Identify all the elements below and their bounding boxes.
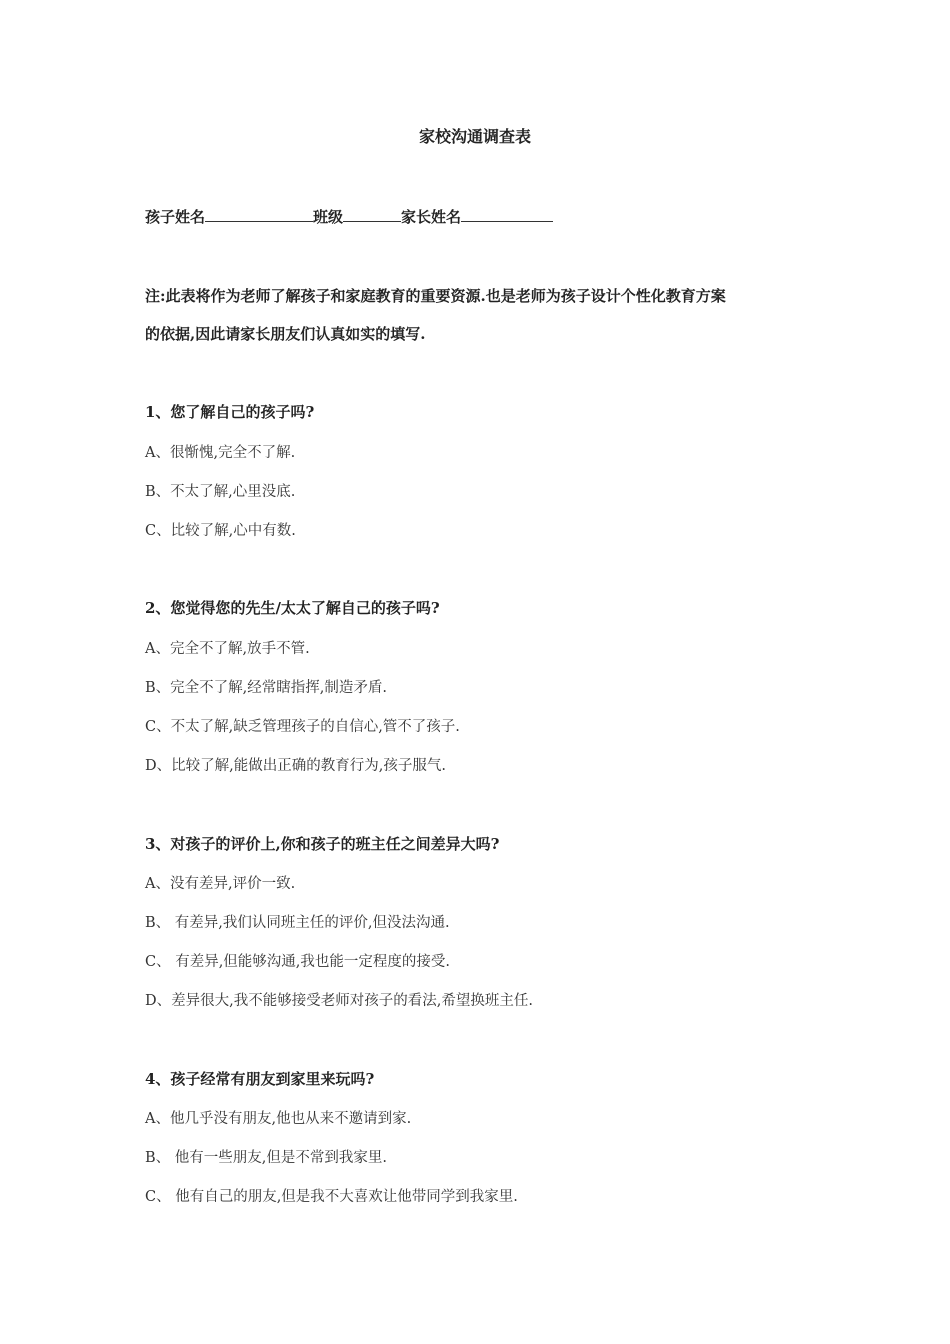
parent-name-label: 家长姓名 [401, 208, 462, 226]
q1-option-c: C、比较了解,心中有数. [145, 523, 296, 539]
q2-option-b: B、完全不了解,经常瞎指挥,制造矛盾. [145, 680, 387, 696]
q3-option-d: D、差异很大,我不能够接受老师对孩子的看法,希望换班主任. [145, 993, 533, 1009]
q1-option-a: A、很惭愧,完全不了解. [145, 445, 296, 461]
q2-option-d: D、比较了解,能做出正确的教育行为,孩子服气. [145, 758, 446, 774]
parent-name-field[interactable] [461, 206, 553, 222]
question-1: 1、您了解自己的孩子吗? [145, 403, 315, 421]
question-2: 2、您觉得您的先生/太太了解自己的孩子吗? [145, 599, 440, 617]
question-3: 3、对孩子的评价上,你和孩子的班主任之间差异大吗? [145, 835, 500, 853]
q2-option-c: C、不太了解,缺乏管理孩子的自信心,管不了孩子. [145, 719, 460, 735]
child-name-field[interactable] [205, 206, 313, 222]
note-line-2: 的依据,因此请家长朋友们认真如实的填写. [145, 325, 426, 343]
class-field[interactable] [343, 206, 401, 222]
note-line-1: 注:此表将作为老师了解孩子和家庭教育的重要资源.也是老师为孩子设计个性化教育方案 [145, 287, 726, 305]
q4-option-b: B、 他有一些朋友,但是不常到我家里. [145, 1150, 387, 1166]
child-name-label: 孩子姓名 [145, 208, 206, 226]
question-4: 4、孩子经常有朋友到家里来玩吗? [145, 1070, 375, 1088]
q1-option-b: B、不太了解,心里没底. [145, 484, 296, 500]
q3-option-b: B、 有差异,我们认同班主任的评价,但没法沟通. [145, 915, 450, 931]
q3-option-a: A、没有差异,评价一致. [145, 876, 296, 892]
info-line [145, 206, 553, 227]
q4-option-c: C、 他有自己的朋友,但是我不大喜欢让他带同学到我家里. [145, 1189, 518, 1205]
q3-option-c: C、 有差异,但能够沟通,我也能一定程度的接受. [145, 954, 451, 970]
q2-option-a: A、完全不了解,放手不管. [145, 641, 310, 657]
q4-option-a: A、他几乎没有朋友,他也从来不邀请到家. [145, 1111, 412, 1127]
class-label: 班级 [313, 208, 344, 226]
page-title: 家校沟通调查表 [418, 127, 531, 146]
